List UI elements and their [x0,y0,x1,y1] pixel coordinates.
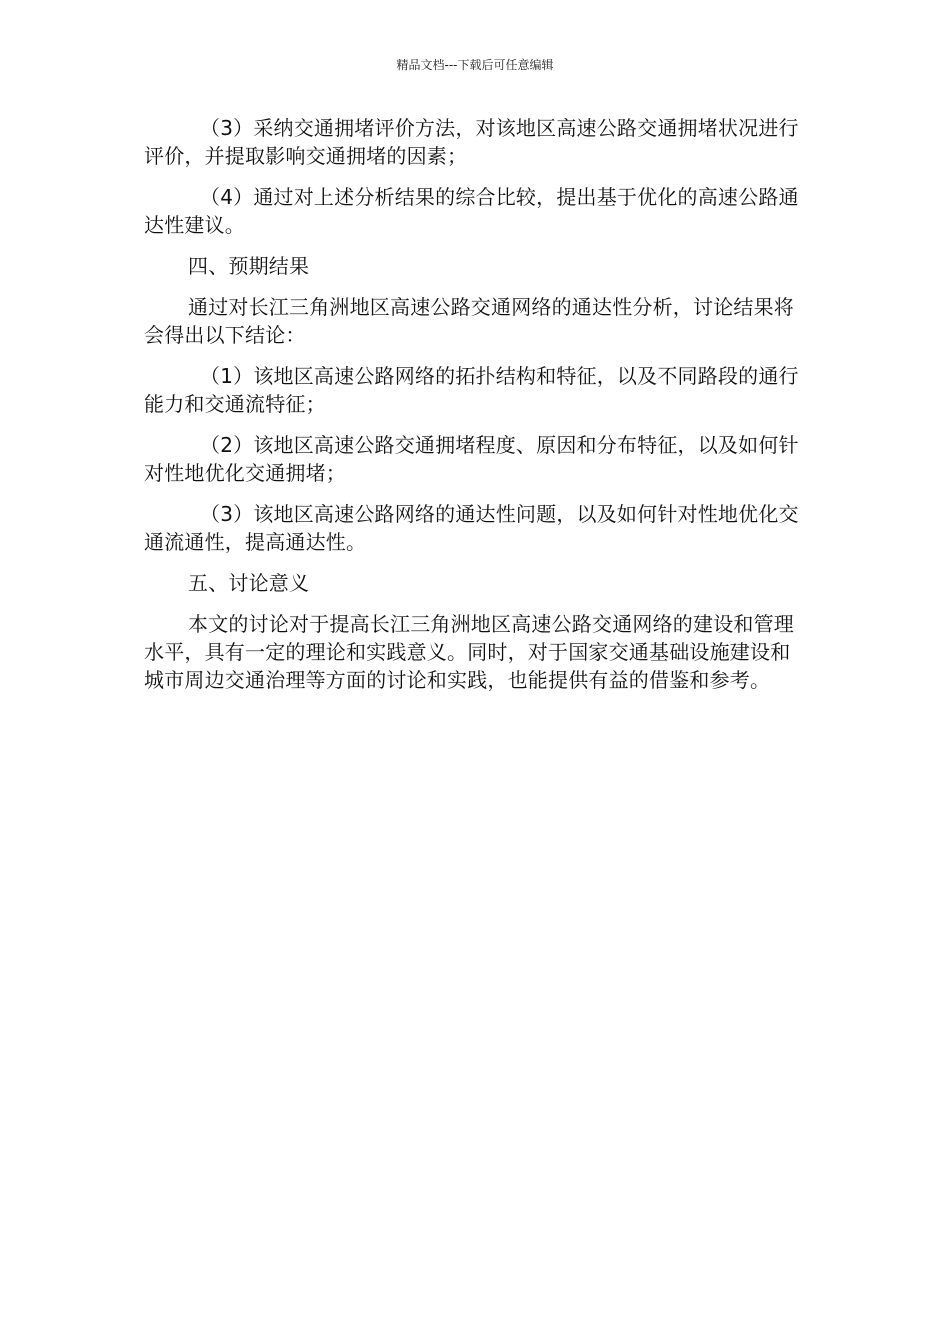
document-body [144,114,806,707]
section-heading-expected-results: 四、预期结果 [188,254,310,278]
paragraph-significance: 本文的讨论对于提高长江三角洲地区高速公路交通网络的建设和管理水平，具有一定的理论和实践意义。同时，对于国家交通基础设施建设和城市周边交通治理等方面的讨论和实践，也能提供有益的借鉴和参考。 [144,612,794,692]
paragraph-expected-results-intro: 通过对长江三角洲地区高速公路交通网络的通达性分析，讨论结果将会得出以下结论： [144,295,794,347]
list-item-optimization-suggestions: （4）通过对上述分析结果的综合比较，提出基于优化的高速公路通达性建议。 [144,185,799,237]
list-item-network-topology: （1）该地区高速公路网络的拓扑结构和特征，以及不同路段的通行能力和交通流特征； [144,364,799,416]
list-item-evaluate-congestion: （3）采纳交通拥堵评价方法，对该地区高速公路交通拥堵状况进行评价，并提取影响交通拥堵的因素； [144,116,799,168]
page-header: 精品文档---下载后可任意编辑 [396,58,554,72]
list-item-congestion-degree: （2）该地区高速公路交通拥堵程度、原因和分布特征，以及如何针对性地优化交通拥堵； [144,433,799,485]
list-item-accessibility-issues: （3）该地区高速公路网络的通达性问题，以及如何针对性地优化交通流通性，提高通达性。 [144,502,799,554]
section-heading-significance: 五、讨论意义 [188,571,310,595]
